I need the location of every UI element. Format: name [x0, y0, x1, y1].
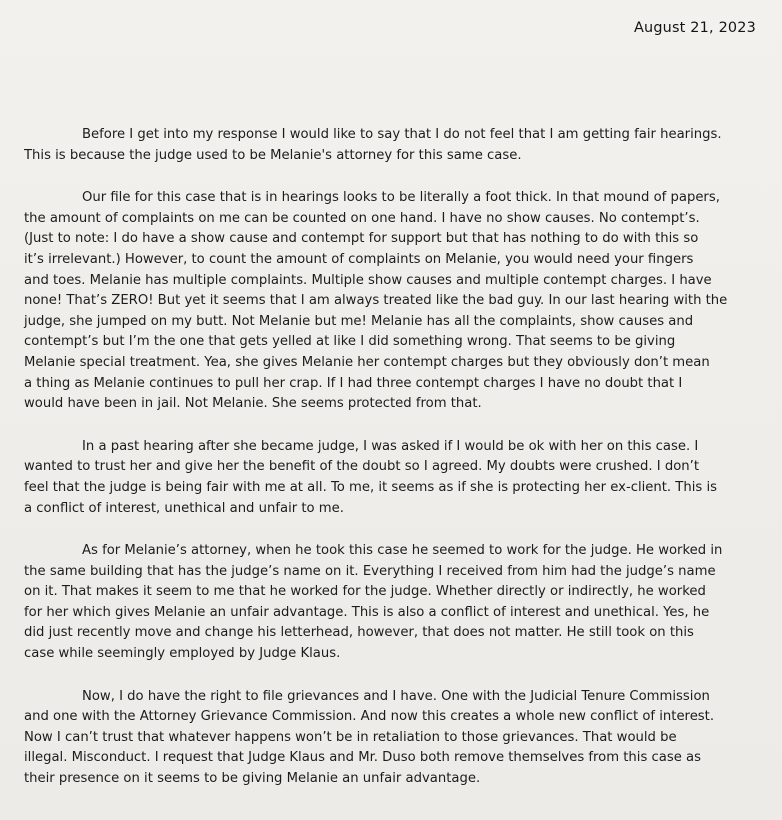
paragraph-line: Before I get into my response I would like to say that I do not feel that I am getting fair hearings.: [82, 127, 722, 142]
paragraph-line: their presence on it seems to be giving Melanie an unfair advantage.: [24, 771, 481, 787]
paragraph-1: [24, 125, 762, 166]
paragraph-line: Now, I do have the right to file grievances and I have. One with the Judicial Tenure Commission: [82, 688, 710, 704]
paragraph-line: Our file for this case that is in hearings looks to be literally a foot thick. In that mound of papers,: [82, 190, 720, 206]
letter-date: August 21, 2023: [633, 20, 756, 36]
paragraph-line: a thing as Melanie continues to pull her crap. If I had three contempt charges I have no doubt that I: [24, 375, 683, 391]
paragraph-line: (Just to note: I do have a show cause and contempt for support but that has nothing to do with this so: [24, 231, 699, 247]
paragraph-line: for her which gives Melanie an unfair advantage. This is also a conflict of interest and unethical. Yes, he: [24, 604, 710, 620]
paragraph-line: Now I can’t trust that whatever happens won’t be in retaliation to those grievances. That would be: [24, 729, 677, 745]
paragraph-line: the same building that has the judge’s name on it. Everything I received from him had the judge’s name: [24, 563, 716, 579]
paragraph-line: feel that the judge is being fair with me at all. To me, it seems as if she is protecting her ex-client. This is: [24, 479, 717, 495]
paragraph-line: case while seemingly employed by Judge Klaus.: [24, 646, 341, 662]
paragraph-line: on it. That makes it seem to me that he worked for the judge. Whether directly or indirectly, he worked: [24, 584, 706, 600]
paragraph-line: wanted to trust her and give her the benefit of the doubt so I agreed. My doubts were crushed. I don’t: [24, 459, 699, 475]
paragraph-2: [24, 188, 762, 415]
paragraph-line: As for Melanie’s attorney, when he took this case he seemed to work for the judge. He worked in: [82, 543, 723, 559]
paragraph-line: did just recently move and change his letterhead, however, that does not matter. He still took on this: [24, 625, 694, 641]
paragraph-line: judge, she jumped on my butt. Not Melanie but me! Melanie has all the complaints, show causes and: [24, 313, 694, 329]
letter-body: [24, 125, 762, 812]
paragraph-line: illegal. Misconduct. I request that Judge Klaus and Mr. Duso both remove themselves from this case as: [24, 750, 701, 766]
paragraph-line: contempt’s but I’m the one that gets yelled at like I did something wrong. That seems to be giving: [24, 334, 676, 350]
paragraph-5: [24, 687, 762, 790]
paragraph-line: This is because the judge used to be Melanie's attorney for this same case.: [24, 147, 522, 163]
paragraph-line: and toes. Melanie has multiple complaints. Multiple show causes and multiple contempt charges. I have: [24, 272, 712, 288]
paragraph-4: [24, 541, 762, 665]
paragraph-line: would have been in jail. Not Melanie. She seems protected from that.: [24, 396, 482, 412]
paragraph-line: a conflict of interest, unethical and unfair to me.: [24, 500, 344, 516]
paragraph-line: Melanie special treatment. Yea, she gives Melanie her contempt charges but they obviously don’t mean: [24, 354, 710, 370]
paragraph-line: and one with the Attorney Grievance Commission. And now this creates a whole new conflict of interest.: [24, 709, 715, 725]
paragraph-line: In a past hearing after she became judge, I was asked if I would be ok with her on this case. I: [82, 438, 699, 454]
paragraph-3: [24, 437, 762, 519]
paragraph-line: none! That’s ZERO! But yet it seems that I am always treated like the bad guy. In our last hearing with the: [24, 293, 728, 309]
paragraph-line: the amount of complaints on me can be counted on one hand. I have no show causes. No contempt’s.: [24, 210, 700, 226]
paragraph-line: it’s irrelevant.) However, to count the amount of complaints on Melanie, you would need your fingers: [24, 251, 694, 267]
